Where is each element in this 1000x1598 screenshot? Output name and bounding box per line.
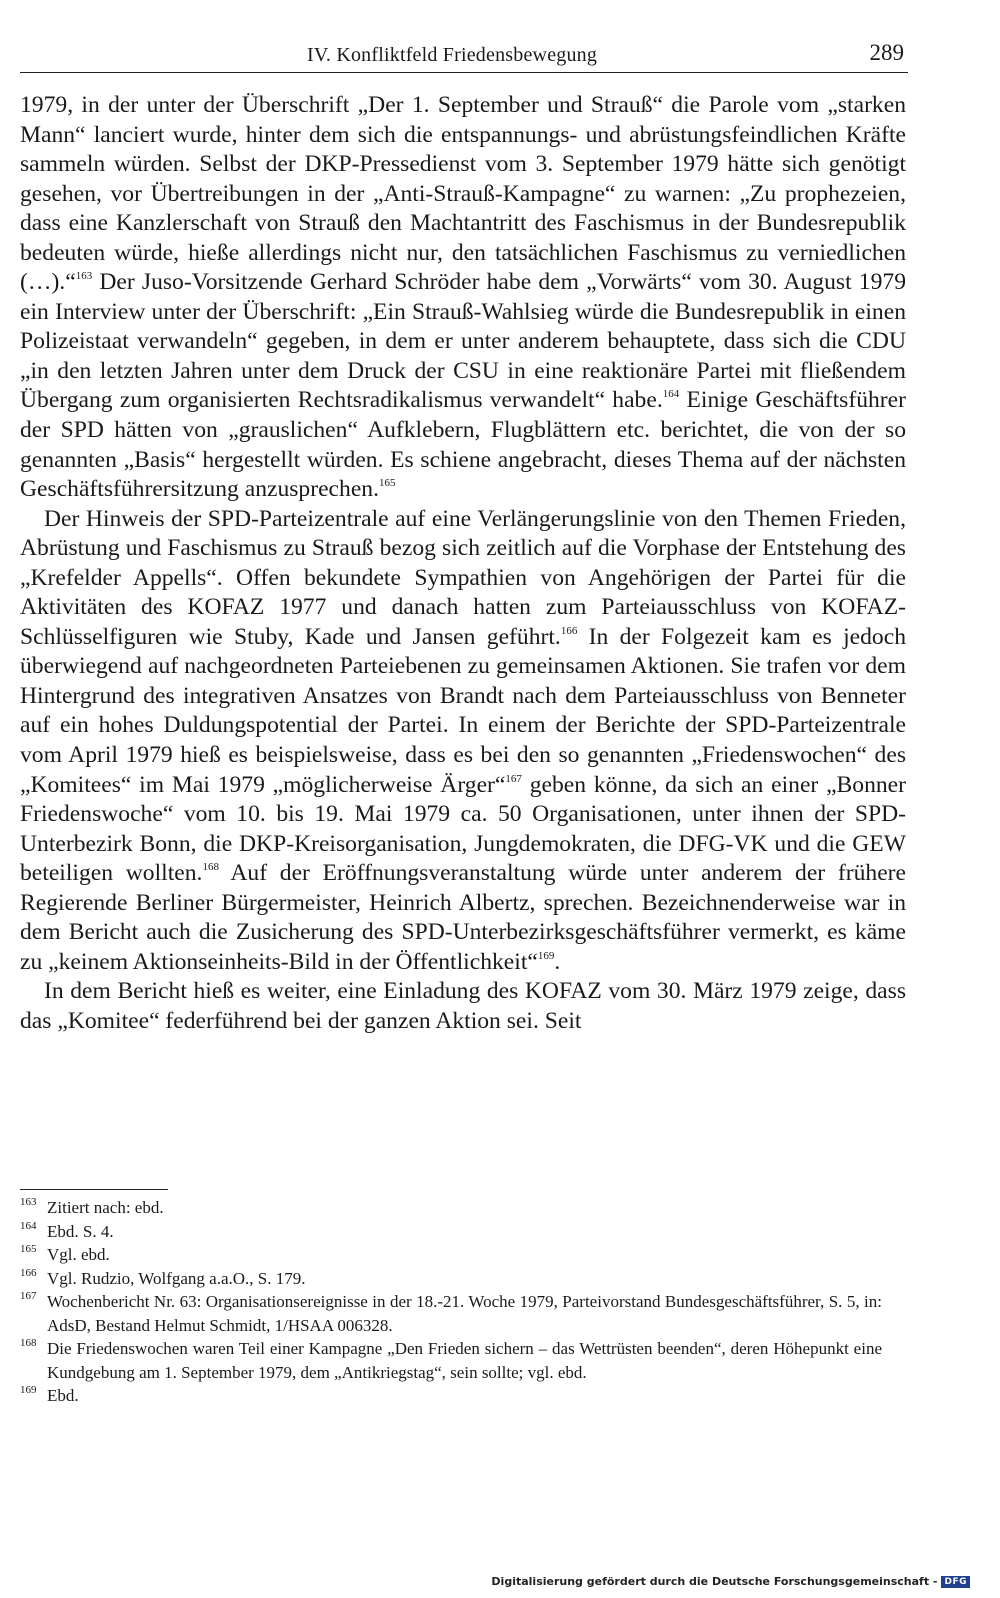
text-run: geben könne, da sich an einer „Bonner Friedenswoche“ vom 10. bis 19. Mai 1979 ca. 50 Organisationen, unter ihnen der SPD-Unterbezirk Bonn, die DKP-Kreisorganisation, Jungdemokraten, die DFG-VK und die GEW beteiligen wollten.	[20, 771, 907, 887]
footnote	[20, 1220, 882, 1244]
footnote-number: 163	[20, 1196, 37, 1208]
digitization-credit	[491, 1575, 970, 1588]
body-text	[20, 91, 906, 1037]
page-number: 289	[869, 40, 904, 65]
footnote-text: Vgl. ebd.	[47, 1245, 110, 1264]
text-run: .	[554, 948, 561, 975]
footnote-number: 167	[20, 1290, 37, 1302]
footnote-number: 164	[20, 1219, 37, 1232]
text-run: Der Hinweis der SPD-Parteizentrale auf eine Verlängerungslinie von den Themen Frieden, Abrüstung und Faschismus zu Strauß bezog sich zeitlich auf die Vorphase der Entstehung des „Krefelder Appells“. Offen bekundete Sympathien von Angehörigen der Partei für die Aktivitäten des KOFAZ 1977 und danach hatten zum Parteiausschluss von KOFAZ-Schlüsselfiguren wie Stuby, Kade und Jansen geführt.	[20, 505, 906, 650]
footnote	[20, 1290, 882, 1337]
footnote-ref[interactable]: 164	[662, 388, 680, 401]
footnotes	[20, 1196, 882, 1408]
footnote	[20, 1196, 882, 1220]
footnote-text: Ebd.	[47, 1386, 79, 1405]
text-run: 1979, in der unter der Überschrift „Der 1. September und Strauß“ die Parole vom „starken Mann“ lanciert wurde, hinter dem sich die entspannungs- und abrüstungsfeindlichen Kräfte sammeln würden. Selbst der DKP-Pressedienst vom 3. September 1979 hätte sich genötigt gesehen, vor Übertreibungen in der „Anti-Strauß-Kampagne“ zu warnen: „Zu prophezeien, dass eine Kanzlerschaft von Strauß den Machtantritt des Faschismus in der Bundesrepublik bedeuten würde, hieße allerdings nicht nur, den tatsächlichen Faschismus zu verniedlichen (…).“	[20, 92, 906, 296]
footnote	[20, 1337, 882, 1384]
footnote-ref[interactable]: 163	[75, 270, 93, 283]
footnote-number: 168	[20, 1337, 37, 1349]
running-head	[20, 40, 908, 73]
footnote-ref[interactable]: 166	[560, 624, 578, 637]
dfg-logo-icon: DFG	[941, 1576, 970, 1588]
footnote-number: 169	[20, 1384, 37, 1396]
text-run: Einige Geschäftsführer der SPD hätten von „grauslichen“ Aufklebern, Flugblättern etc. berichtet, die von der so genannten „Basis“ hergestellt würden. Es schiene angebracht, dieses Thema auf der nächsten Geschäftsführersitzung anzusprechen.	[20, 387, 906, 503]
footnote-number: 166	[20, 1266, 37, 1279]
footnote	[20, 1384, 882, 1408]
footnote-text: Vgl. Rudzio, Wolfgang a.a.O., S. 179.	[47, 1268, 306, 1288]
footnote-number: 165	[20, 1243, 37, 1255]
text-run: Der Juso-Vorsitzende Gerhard Schröder habe dem „Vorwärts“ vom 30. August 1979 ein Interview unter der Überschrift: „Ein Strauß-Wahlsieg würde die Bundesrepublik in einen Polizeistaat verwandeln“ gegeben, in dem er unter anderem behauptete, dass sich die CDU „in den letzten Jahren unter dem Druck der CSU in eine reaktionäre Partei mit fließendem Übergang zum organisierten Rechtsradikalismus verwandelt“ habe.	[20, 269, 906, 414]
running-title: IV. Konfliktfeld Friedensbewegung	[307, 44, 598, 66]
footnote-separator	[20, 1189, 168, 1190]
text-run: Auf der Eröffnungsveranstaltung würde unter anderem der frühere Regierende Berliner Bürgermeister, Heinrich Albertz, sprechen. Bezeichnenderweise war in dem Bericht auch die Zusicherung des SPD-Unterbezirksgeschäftsführer vermerkt, es käme zu „keinem Aktionseinheits-Bild in der Öffentlichkeit“	[20, 860, 906, 975]
footnote-text: Die Friedenswochen waren Teil einer Kampagne „Den Frieden sichern – das Wettrüsten beenden“, deren Höhepunkt eine Kundgebung am 1. September 1979, dem „Antikriegstag“, sein sollte; vgl. ebd.	[47, 1339, 882, 1382]
footnote-text: Ebd. S. 4.	[47, 1221, 114, 1241]
text-run: In der Folgezeit kam es jedoch überwiegend auf nachgeordneten Parteiebenen zu gemeinsamen Aktionen. Sie trafen vor dem Hintergrund des integrativen Ansatzes von Brandt nach dem Parteiausschluss von Benneter auf ein hohes Duldungspotential der Partei. In einem der Berichte der SPD-Parteizentrale vom April 1979 hieß es beispielsweise, dass es bei den so genannten „Friedenswochen“ des „Komitees“ im Mai 1979 „möglicherweise Ärger“	[20, 623, 906, 798]
footnote-ref[interactable]: 167	[505, 772, 522, 785]
text-run: In dem Bericht hieß es weiter, eine Einladung des KOFAZ vom 30. März 1979 zeige, dass das „Komitee“ federführend bei der ganzen Aktion sei. Seit	[20, 978, 906, 1034]
footnote-text: Zitiert nach: ebd.	[47, 1198, 164, 1217]
footnote	[20, 1267, 882, 1291]
footnote	[20, 1243, 882, 1267]
paragraph	[20, 91, 906, 505]
footnote-text: Wochenbericht Nr. 63: Organisationsereignisse in der 18.-21. Woche 1979, Parteivorstand Bundesgeschäftsführer, S. 5, in: AdsD, Bestand Helmut Schmidt, 1/HSAA 006328.	[47, 1292, 882, 1335]
paragraph	[20, 505, 906, 978]
footnote-ref[interactable]: 169	[537, 949, 555, 962]
credit-text: Digitalisierung gefördert durch die Deutsche Forschungsgemeinschaft -	[491, 1575, 938, 1588]
paragraph	[20, 977, 906, 1036]
footnote-ref[interactable]: 165	[379, 477, 396, 490]
footnote-ref[interactable]: 168	[202, 861, 219, 874]
